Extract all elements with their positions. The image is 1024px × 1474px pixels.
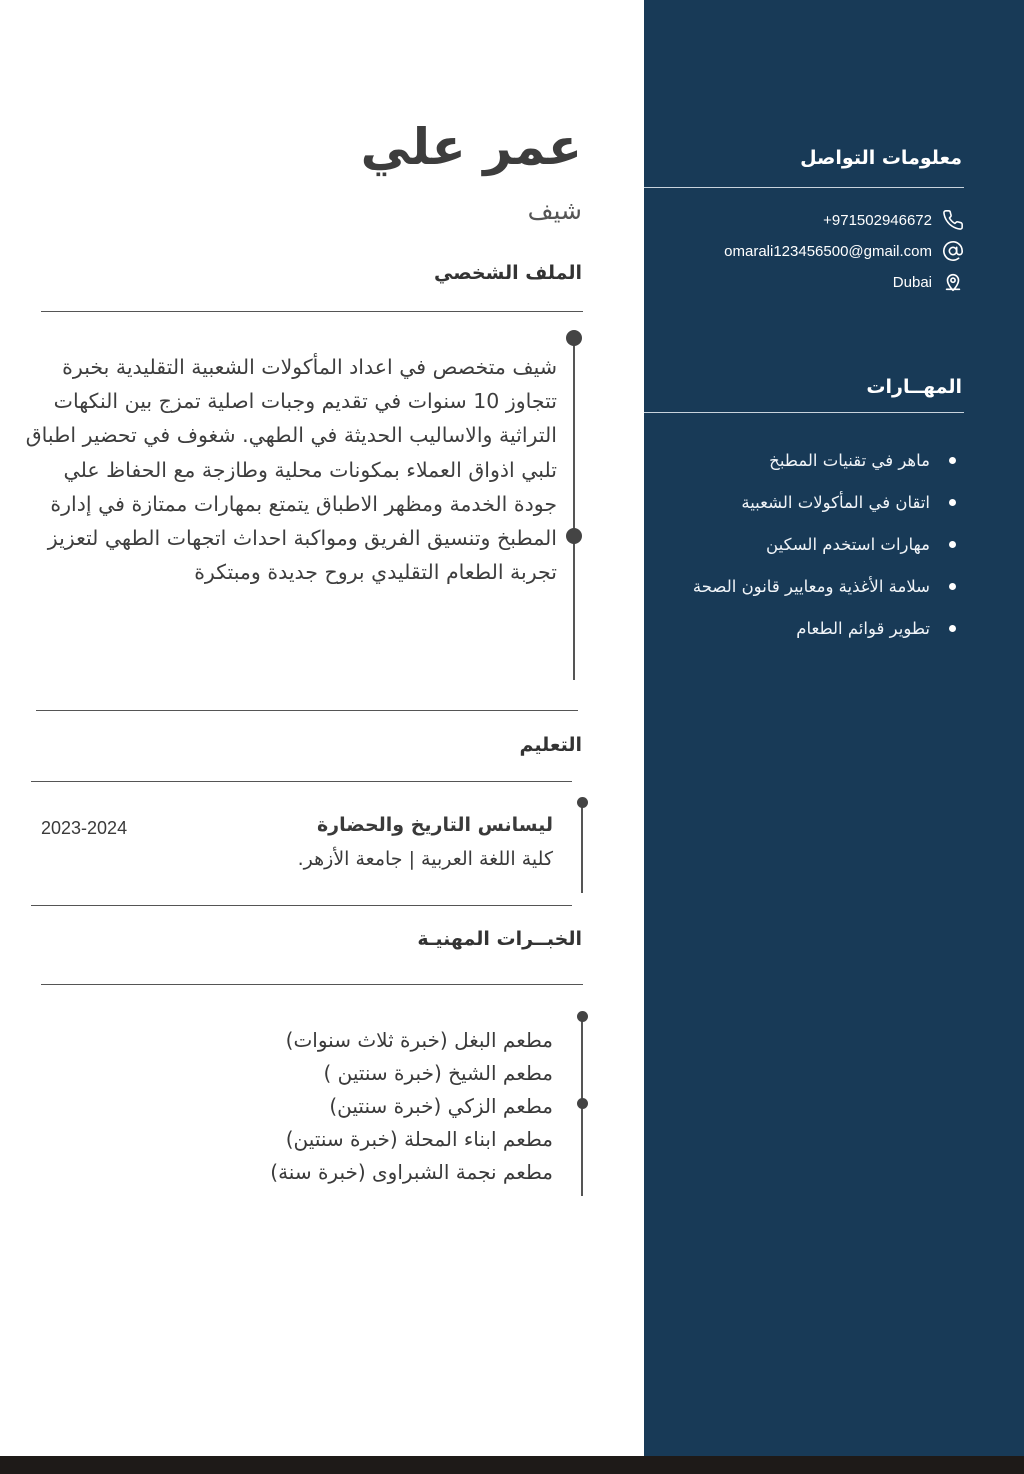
list-item: مطعم الشيخ (خبرة سنتين ) (323, 1061, 553, 1085)
contact-location (893, 270, 964, 294)
bottom-bar (0, 1456, 1024, 1474)
education-section-title: التعليم (519, 734, 582, 756)
education-years: 2023-2024 (41, 818, 128, 838)
experience-divider (41, 984, 583, 985)
section-divider (36, 710, 578, 711)
skills-section-title: المهــارات (866, 376, 962, 398)
contact-email[interactable] (724, 239, 964, 263)
skill-item: تطوير قوائم الطعام (672, 608, 962, 650)
contact-divider (644, 187, 964, 188)
experience-timeline-dot (577, 1098, 588, 1109)
profile-timeline-dot (566, 330, 582, 346)
profile-timeline (573, 338, 575, 680)
email-address: omarali123456500@gmail.com (724, 242, 932, 260)
at-sign-icon (942, 240, 964, 262)
location-pin-icon (942, 271, 964, 293)
education-degree: ليسانس التاريخ والحضارة (316, 814, 553, 836)
candidate-name: عمر علي (360, 118, 582, 176)
experience-list (270, 1024, 553, 1189)
profile-summary: شيف متخصص في اعداد المأكولات الشعبية التقليدية بخبرة تتجاوز 10 سنوات في تقديم وجبات اصلية تمزج بين النكهات التراثية والاساليب الحديثة في الطهي. شغوف في تحضير اطباق تلبي اذواق العملاء بمكونات محلية وطازجة مع الحفاظ علي جودة الخدمة ومظهر الاطباق يتمتع بمهارات ممتازة في إدارة المطبخ وتنسيق الفريق ومواكبة احداث اتجهات الطهي لتعزيز تجربة الطعام التقليدي بروح جديدة ومبتكرة (25, 355, 557, 585)
skill-item: ماهر في تقنيات المطبخ (672, 440, 962, 482)
contact-phone[interactable] (823, 208, 964, 232)
list-item: مطعم ابناء المحلة (خبرة سنتين) (285, 1127, 553, 1151)
experience-timeline-dot (577, 1011, 588, 1022)
list-item: مطعم الزكي (خبرة سنتين) (329, 1094, 553, 1118)
list-item: مطعم نجمة الشبراوى (خبرة سنة) (270, 1160, 553, 1184)
education-timeline-dot (577, 797, 588, 808)
profile-divider (41, 311, 583, 312)
profile-timeline-dot (566, 528, 582, 544)
experience-section-title: الخبــرات المهنيـة (417, 928, 582, 950)
phone-icon (942, 209, 964, 231)
job-title: شيف (527, 196, 582, 225)
location-text: Dubai (892, 273, 932, 291)
education-school: كلية اللغة العربية | جامعة الأزهر. (297, 848, 553, 870)
profile-section-title: الملف الشخصي (433, 262, 582, 284)
section-divider (31, 905, 572, 906)
phone-number: +971502946672 (823, 211, 932, 229)
contact-section-title: معلومات التواصل (800, 147, 962, 169)
education-divider (31, 781, 572, 782)
list-item: مطعم البغل (خبرة ثلاث سنوات) (285, 1028, 553, 1052)
skill-item: مهارات استخدم السكين (672, 524, 962, 566)
skill-item: اتقان في المأكولات الشعبية (672, 482, 962, 524)
education-timeline (581, 803, 583, 893)
skills-list (672, 440, 962, 650)
skills-divider (644, 412, 964, 413)
skill-item: سلامة الأغذية ومعايير قانون الصحة (672, 566, 962, 608)
